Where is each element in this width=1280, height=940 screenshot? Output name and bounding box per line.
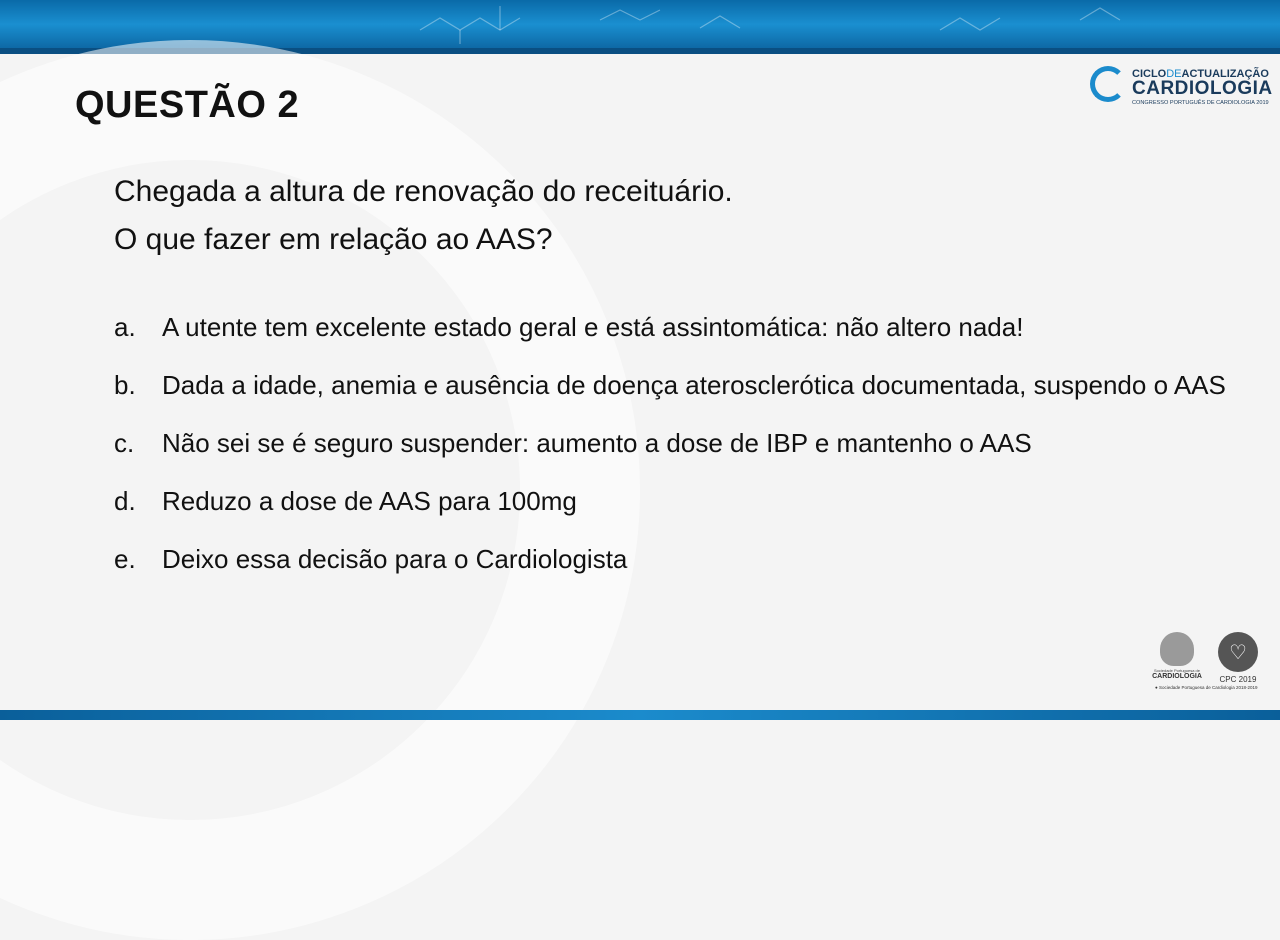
- logo-ring-icon: [1090, 66, 1126, 102]
- page-title: QUESTÃO 2: [75, 84, 300, 126]
- option-c: [114, 414, 1244, 472]
- option-letter: e.: [114, 544, 136, 574]
- question-text: [114, 168, 733, 264]
- question-line1: Chegada a altura de renovação do receituário.: [114, 175, 733, 208]
- heart-outline-icon: ♡: [1218, 632, 1258, 672]
- option-text: Reduzo a dose de AAS para 100mg: [162, 486, 577, 516]
- cardiologia-logo: [1090, 64, 1273, 114]
- option-e: [114, 530, 1244, 588]
- spc-logo: [1152, 632, 1202, 692]
- option-letter: a.: [114, 312, 136, 342]
- option-letter: d.: [114, 486, 136, 516]
- option-text: Não sei se é seguro suspender: aumento a dose de IBP e mantenho o AAS: [162, 428, 1032, 458]
- spc-name: CARDIOLOGIA: [1152, 673, 1202, 680]
- option-text: Dada a idade, anemia e ausência de doença aterosclerótica documentada, suspendo o AAS: [162, 370, 1226, 400]
- option-text: Deixo essa decisão para o Cardiologista: [162, 544, 628, 574]
- logo-line2: CARDIOLOGIA: [1132, 78, 1273, 99]
- logo-line3: CONGRESSO PORTUGUÊS DE CARDIOLOGIA 2019: [1132, 100, 1269, 106]
- question-line2: O que fazer em relação ao AAS?: [114, 223, 553, 256]
- option-a: [114, 298, 1244, 356]
- option-d: [114, 472, 1244, 530]
- footer-note: ● Sociedade Portuguesa de Cardiologia 2018-2019: [1155, 685, 1258, 690]
- option-b: [114, 356, 1244, 414]
- spc-small-text: Sociedade Portuguesa de: [1153, 668, 1201, 673]
- option-letter: c.: [114, 428, 135, 458]
- cpc-logo: [1212, 632, 1264, 692]
- answer-options: [114, 298, 1244, 588]
- footer-banner: [0, 710, 1280, 720]
- logo-line1: CICLODEACTUALIZAÇÃO: [1132, 68, 1269, 80]
- heart-icon: [1160, 632, 1194, 666]
- option-text: A utente tem excelente estado geral e está assintomática: não altero nada!: [162, 312, 1024, 342]
- cpc-label: CPC 2019: [1219, 675, 1257, 684]
- option-letter: b.: [114, 370, 136, 400]
